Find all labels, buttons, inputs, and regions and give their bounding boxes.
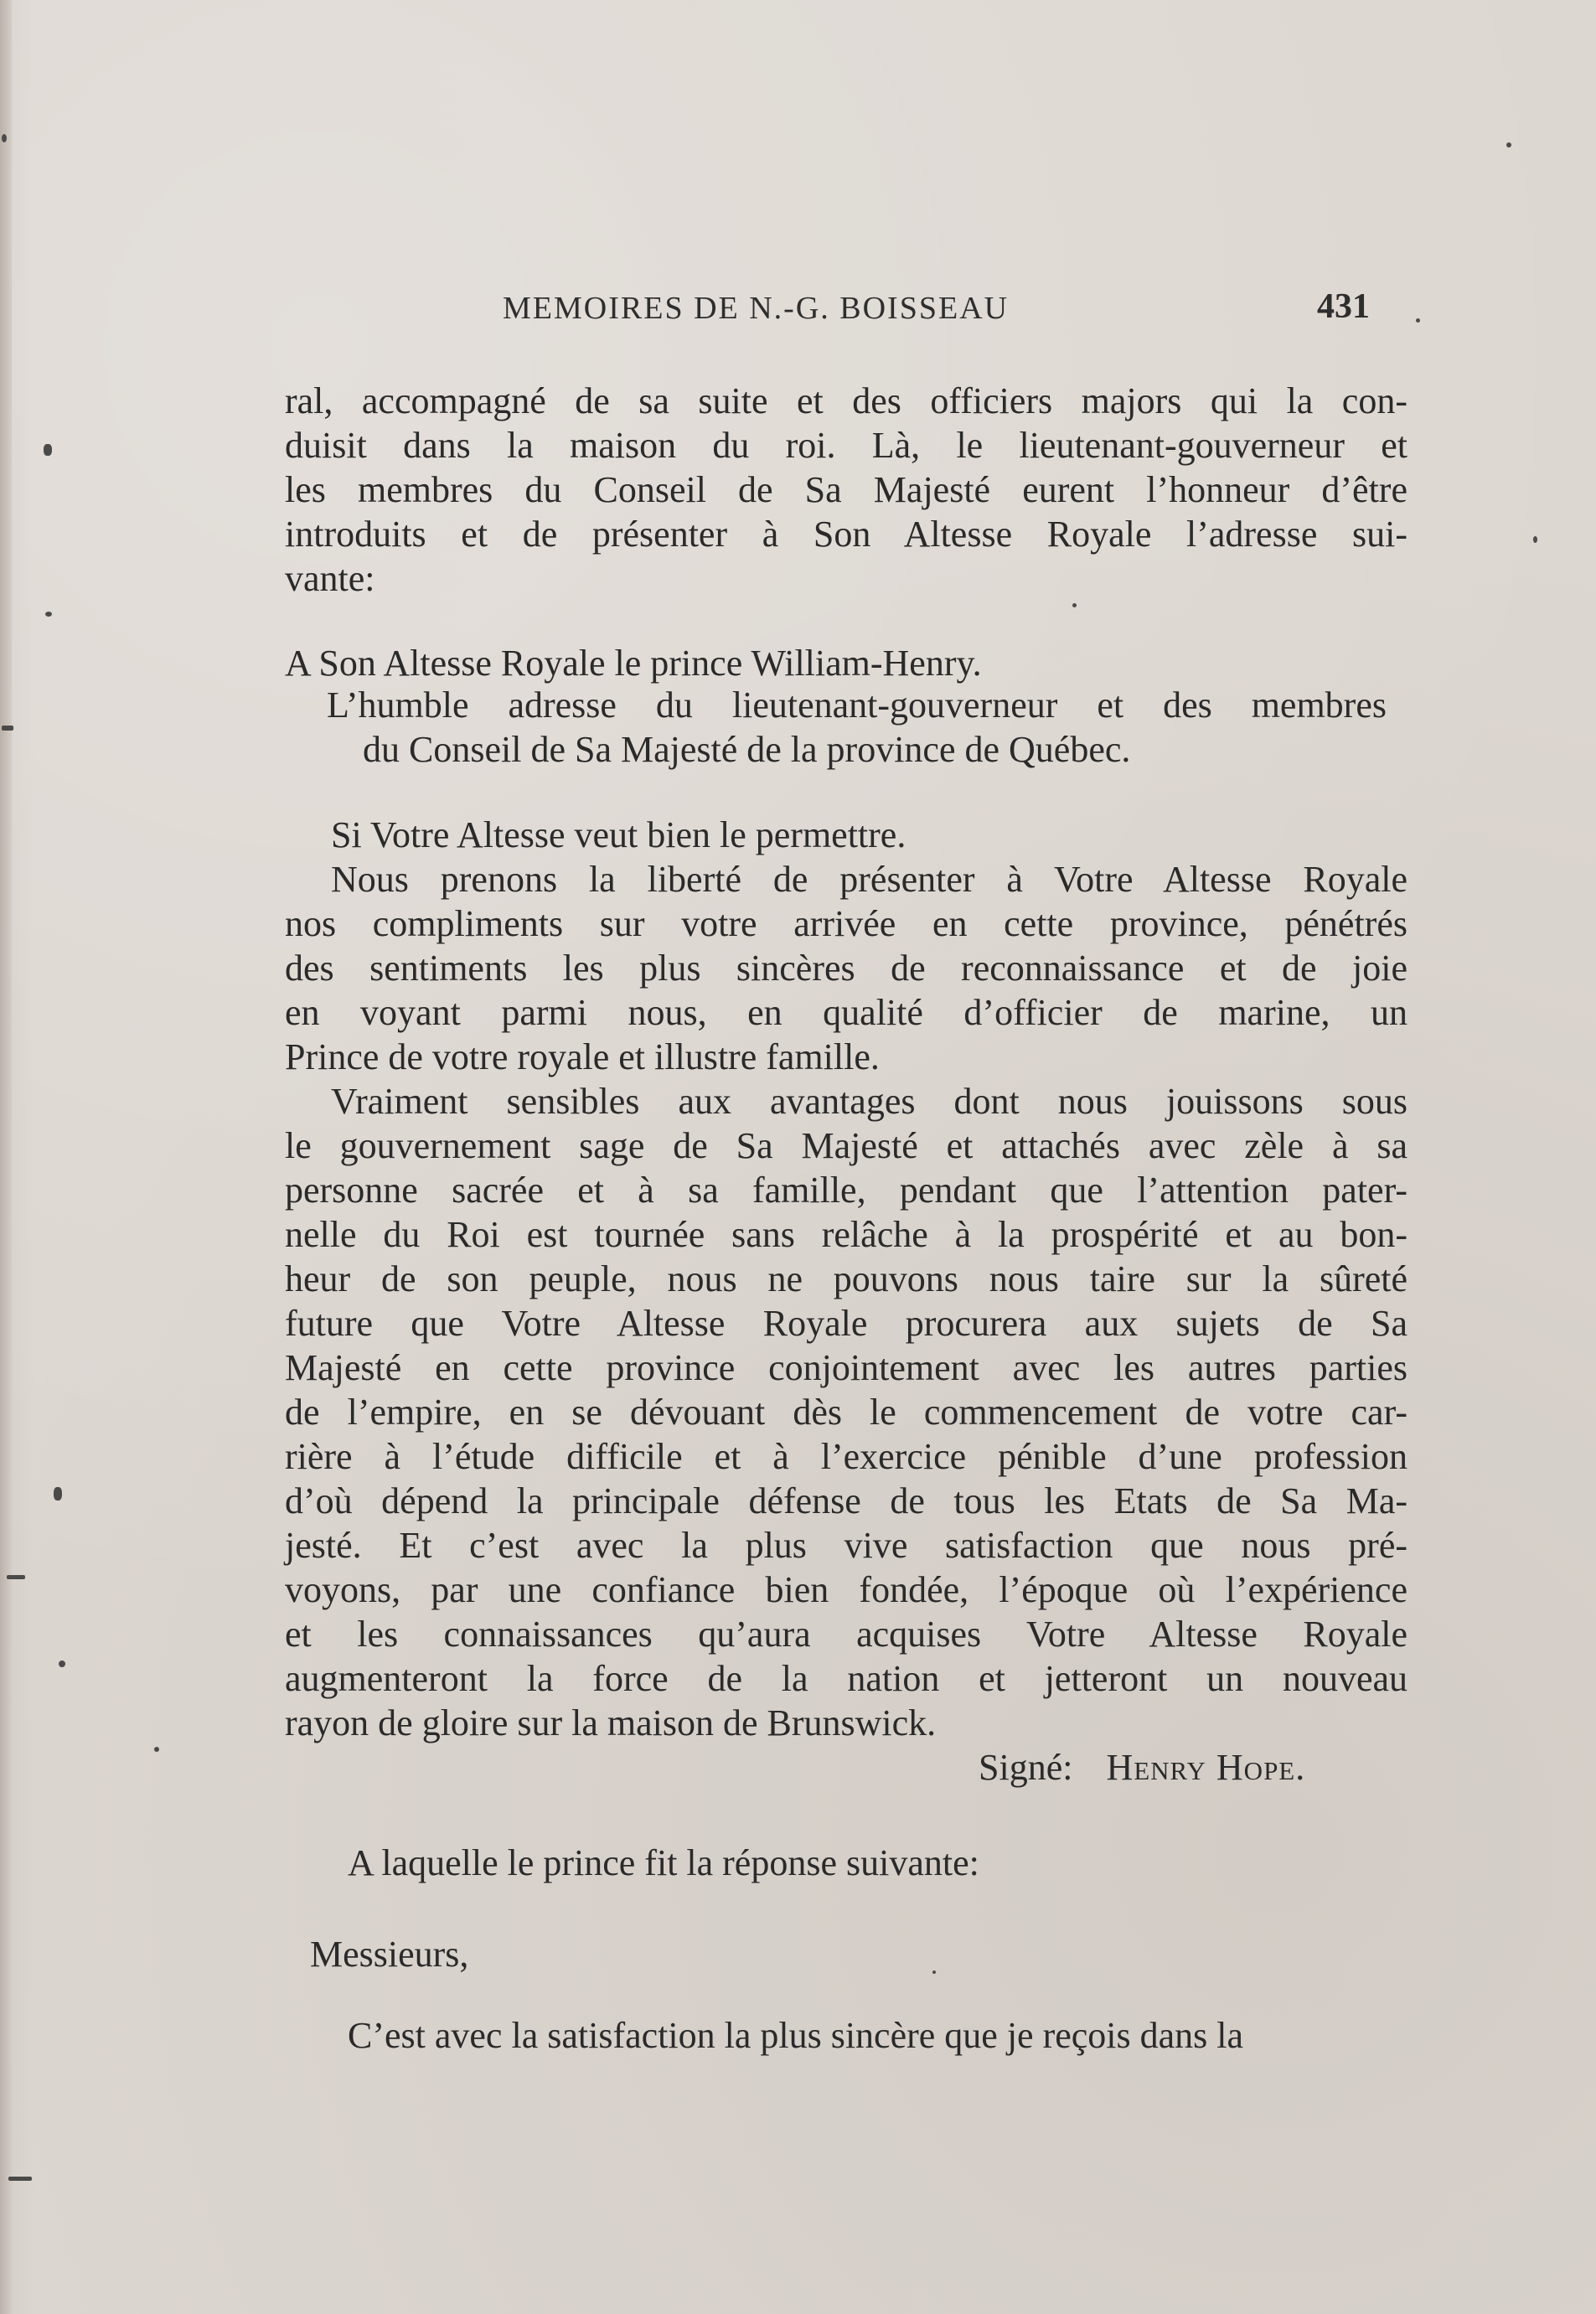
text-line: ral, accompagné de sa suite et des officiers majors qui la con- — [285, 380, 1407, 421]
text-line: future que Votre Altesse Royale procurera aux sujets de Sa — [285, 1303, 1407, 1344]
address-sender — [327, 683, 1387, 772]
running-title: MEMOIRES DE N.-G. BOISSEAU — [503, 291, 1010, 326]
text-line: rayon de gloire sur la maison de Brunswick. — [285, 1702, 937, 1743]
text-line: d’où dépend la principale défense de tous les Etats de Sa Ma- — [285, 1480, 1407, 1521]
paper-speck — [1506, 142, 1511, 147]
paper-speck — [1072, 603, 1077, 607]
page-number: 431 — [1317, 287, 1370, 326]
paper-speck — [45, 612, 52, 617]
paper-speck — [2, 726, 13, 731]
text-line: Nous prenons la liberté de présenter à Votre Altesse Royale — [331, 859, 1407, 900]
text-line: heur de son peuple, nous ne pouvons nous taire sur la sûreté — [285, 1258, 1407, 1299]
text-line: introduits et de présenter à Son Altesse Royale l’adresse sui- — [285, 514, 1407, 555]
text-line: augmenteront la force de la nation et jetteront un nouveau — [285, 1658, 1407, 1699]
text-line: Majesté en cette province conjointement avec les autres parties — [285, 1347, 1407, 1388]
text-line: voyons, par une confiance bien fondée, l’époque où l’expérience — [285, 1569, 1407, 1610]
opening-line: Si Votre Altesse veut bien le permettre. — [331, 814, 906, 855]
text-line: en voyant parmi nous, en qualité d’officier de marine, un — [285, 992, 1407, 1033]
text-line: vante: — [285, 558, 375, 599]
reply-intro: A laquelle le prince fit la réponse suivante: — [348, 1842, 979, 1883]
text-line: Prince de votre royale et illustre famille. — [285, 1036, 880, 1077]
salutation: Messieurs, — [310, 1934, 469, 1975]
paper-speck — [2, 134, 7, 142]
text-line: personne sacrée et à sa famille, pendant que l’attention pater- — [285, 1170, 1407, 1211]
signature-label: Signé: — [979, 1747, 1073, 1788]
paper-speck — [54, 1487, 62, 1500]
text-line: L’humble adresse du lieutenant-gouverneur et des membres — [327, 684, 1387, 726]
text-line: du Conseil de Sa Majesté de la province de Québec. — [363, 729, 1131, 770]
text-line: jesté. Et c’est avec la plus vive satisfaction que nous pré- — [285, 1525, 1407, 1566]
text-line: de l’empire, en se dévouant dès le commencement de votre car- — [285, 1392, 1407, 1433]
text-line: rière à l’étude difficile et à l’exercice pénible d’une profession — [285, 1436, 1407, 1477]
paper-speck — [1533, 536, 1537, 543]
paper-speck — [1416, 318, 1420, 323]
signature — [979, 1746, 1305, 1789]
paper-speck — [59, 1661, 65, 1667]
text-line: des sentiments les plus sincères de reconnaissance et de joie — [285, 948, 1407, 989]
signature-name: Henry Hope. — [1106, 1747, 1306, 1788]
paper-speck — [44, 444, 52, 456]
reply-first-line: C’est avec la satisfaction la plus sincère que je reçois dans la — [348, 2015, 1244, 2056]
text-line: les membres du Conseil de Sa Majesté eurent l’honneur d’être — [285, 469, 1407, 510]
paper-speck — [154, 1747, 159, 1752]
text-line: nelle du Roi est tournée sans relâche à la prospérité et au bon- — [285, 1214, 1407, 1255]
paper-speck — [932, 1971, 936, 1974]
paper-speck — [7, 1575, 25, 1579]
text-line: le gouvernement sage de Sa Majesté et attachés avec zèle à sa — [285, 1125, 1407, 1166]
text-line: nos compliments sur votre arrivée en cette province, pénétrés — [285, 903, 1407, 944]
address-body — [285, 813, 1407, 1745]
page-edge — [0, 0, 12, 2314]
intro-paragraph — [285, 379, 1407, 601]
text-line: et les connaissances qu’aura acquises Votre Altesse Royale — [285, 1614, 1407, 1655]
address-recipient: A Son Altesse Royale le prince William-Henry. — [285, 643, 982, 684]
text-line: duisit dans la maison du roi. Là, le lieutenant-gouverneur et — [285, 425, 1407, 466]
paper-speck — [8, 2177, 32, 2181]
text-line: Vraiment sensibles aux avantages dont nous jouissons sous — [331, 1081, 1407, 1122]
